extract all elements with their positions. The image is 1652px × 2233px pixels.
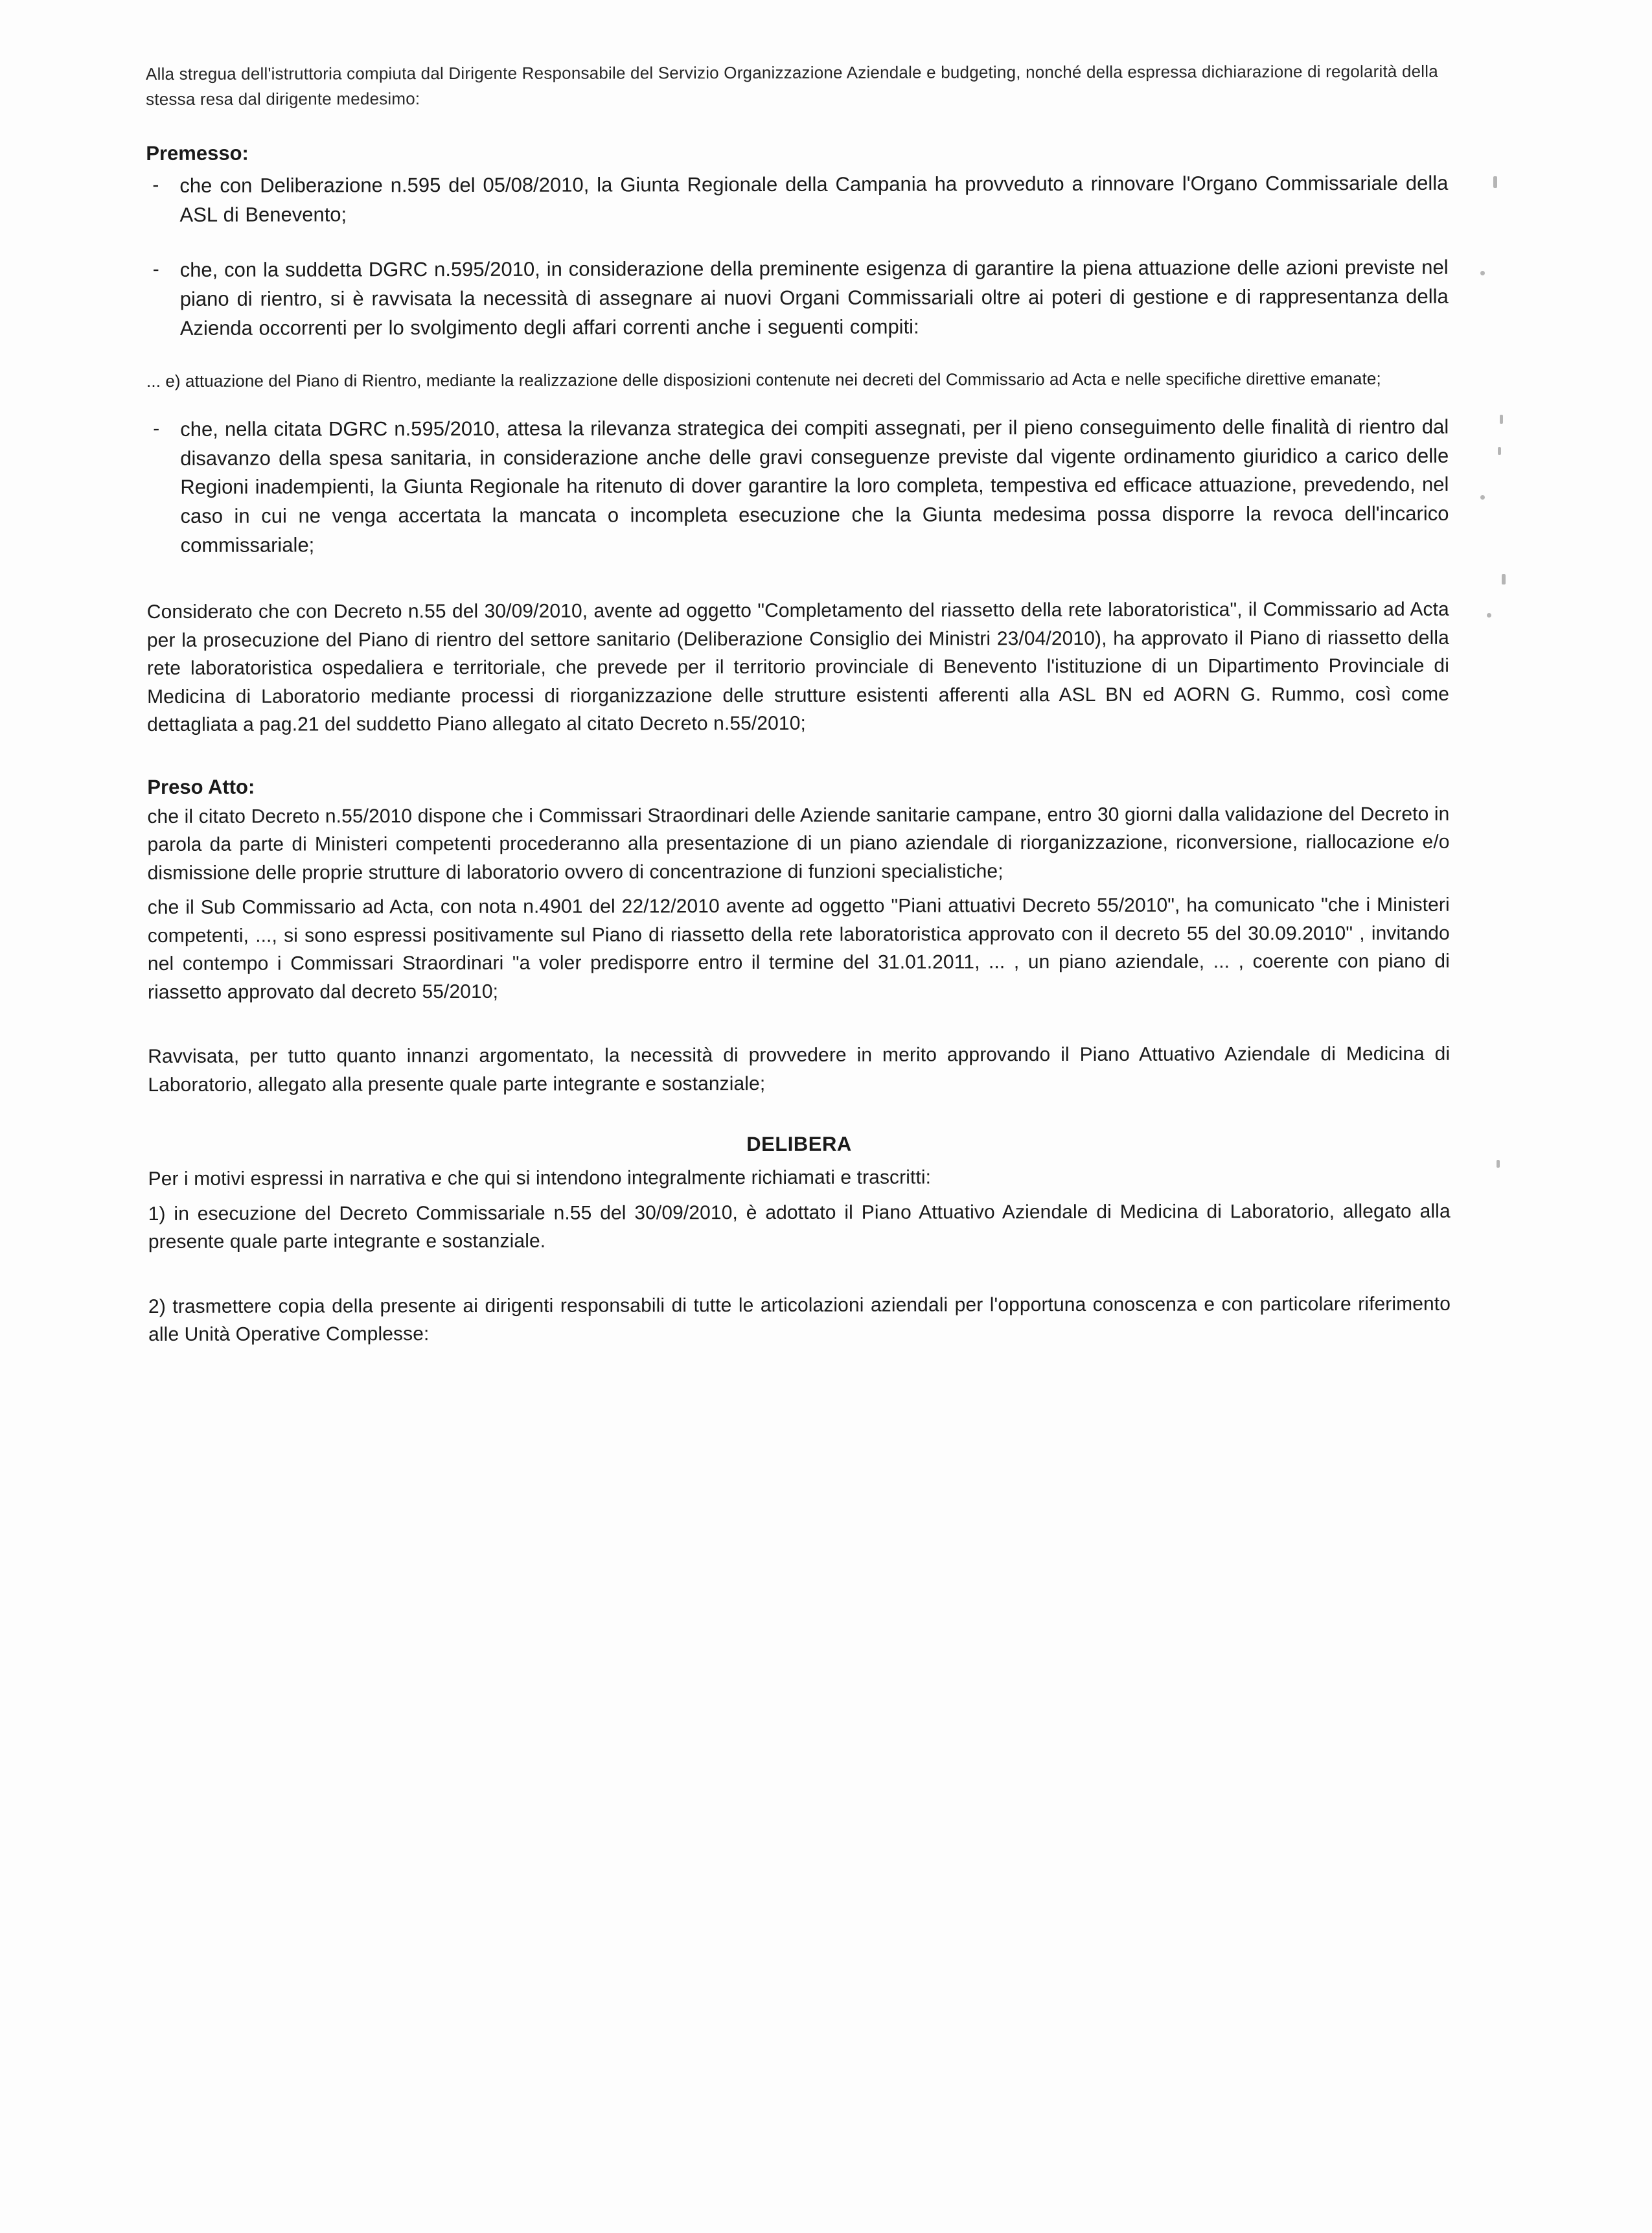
- considerato-paragraph: Considerato che con Decreto n.55 del 30/09/2010, avente ad oggetto "Completamento del riassetto della rete laboratoristica", il Commissario ad Acta per la prosecuzione del Piano di rientro del settore sanitario (Deliberazione Consiglio dei Ministri 23/04/2010), ha approvato il Piano di riassetto della rete laboratoristica ospedaliera e territoriale, che prevede per il territorio provinciale di Benevento l'istituzione di un Dipartimento Provinciale di Medicina di Laboratorio mediante processi di riorganizzazione delle strutture esistenti afferenti alla ASL BN ed AORN G. Rummo, così come dettagliata a pag.21 del suddetto Piano allegato al citato Decreto n.55/2010;: [146, 599, 1450, 736]
- bullet-marker: -: [152, 258, 159, 280]
- bullet-marker: -: [152, 174, 159, 196]
- ravvisata-paragraph: Ravvisata, per tutto quanto innanzi argomentato, la necessità di provvedere in merito approvando il Piano Attuativo Aziendale di Medicina di Laboratorio, allegato alla presente quale parte integrante e sostanziale;: [148, 1043, 1451, 1096]
- document-text-body: [146, 59, 1451, 1374]
- scan-artifact: [1493, 176, 1497, 188]
- delibera-item-2: 2) trasmettere copia della presente ai dirigenti responsabili di tutte le articolazioni aziendali per l'opportuna conoscenza e con particolare riferimento alle Unità Operative Complesse:: [148, 1293, 1451, 1346]
- scan-artifact: [1502, 574, 1506, 584]
- header-note: Alla stregua dell'istruttoria compiuta dal Dirigente Responsabile del Servizio Organizzazione Aziendale e budgeting, nonché della espressa dichiarazione di regolarità della stessa resa dal dirigente medesimo:: [146, 61, 1438, 109]
- bullet-text: che, con la suddetta DGRC n.595/2010, in considerazione della preminente esigenza di garantire la piena attuazione delle azioni previste nel piano di rientro, si è ravvisata la necessità di assegnare ai nuovi Organi Commissariali oltre ai poteri di gestione e di rappresentanza della Azienda occorrenti per lo svolgimento degli affari correnti anche i seguenti compiti:: [179, 255, 1449, 340]
- quote-attuazione: ... e) attuazione del Piano di Rientro, mediante la realizzazione delle disposizioni contenute nei decreti del Commissario ad Acta e nelle specifiche direttive emanate;: [146, 368, 1381, 391]
- delibera-intro: Per i motivi espressi in narrativa e che qui si intendono integralmente richiamati e trascritti:: [148, 1166, 932, 1190]
- preso-atto-paragraph-1: che il citato Decreto n.55/2010 dispone che i Commissari Straordinari delle Aziende sanitarie campane, entro 30 giorni dalla validazione del Decreto in parola da parte di Ministeri competenti procederanno alla presentazione di un piano aziendale di riorganizzazione, riconversione, riallocazione e/o dismissione delle proprie strutture di laboratorio ovvero di concentrazione di funzioni specialistiche;: [147, 803, 1450, 884]
- bullet-item: [146, 253, 1449, 343]
- scan-artifact: [1480, 271, 1485, 275]
- preso-atto-label: Preso Atto:: [147, 775, 255, 798]
- scan-artifact: [1497, 1160, 1500, 1168]
- bullet-item: [146, 412, 1449, 561]
- delibera-item-1: 1) in esecuzione del Decreto Commissariale n.55 del 30/09/2010, è adottato il Piano Attuativo Aziendale di Medicina di Laboratorio, allegato alla presente quale parte integrante e sostanziale.: [148, 1200, 1451, 1253]
- scan-artifact: [1498, 447, 1501, 455]
- bullet-text: che con Deliberazione n.595 del 05/08/2010, la Giunta Regionale della Campania ha provveduto a rinnovare l'Organo Commissariale della ASL di Benevento;: [179, 171, 1449, 226]
- scan-artifact: [1480, 495, 1485, 500]
- scan-artifact: [1500, 415, 1503, 424]
- bullet-item: [146, 169, 1448, 230]
- scan-artifact: [1487, 613, 1491, 618]
- bullet-text: che, nella citata DGRC n.595/2010, attesa la rilevanza strategica dei compiti assegnati, per il pieno conseguimento delle finalità di rientro dal disavanzo della spesa sanitaria, in considerazione anche delle gravi conseguenze previste dal vigente ordinamento giuridico a carico delle Regioni inadempienti, la Giunta Regionale ha ritenuto di dover garantire la loro completa, tempestiva ed efficace attuazione, prevedendo, nel caso in cui ne venga accertata la mancata o incompleta esecuzione che la Giunta medesima possa disporre la revoca dell'incarico commissariale;: [180, 415, 1449, 557]
- preso-atto-paragraph-2: che il Sub Commissario ad Acta, con nota n.4901 del 22/12/2010 avente ad oggetto "Piani attuativi Decreto 55/2010", ha comunicato "che i Ministeri competenti, ..., si sono espressi positivamente sul Piano di riassetto della rete laboratoristica approvato con il decreto 55 del 30.09.2010" , invitando nel contempo i Commissari Straordinari "a voler predisporre entro il termine del 31.01.2011, ... , un piano aziendale, ... , coerente con piano di riassetto approvato dal decreto 55/2010;: [147, 894, 1450, 1003]
- premesso-label: Premesso:: [146, 141, 249, 165]
- delibera-heading: DELIBERA: [746, 1133, 852, 1156]
- bullet-marker: -: [153, 417, 160, 439]
